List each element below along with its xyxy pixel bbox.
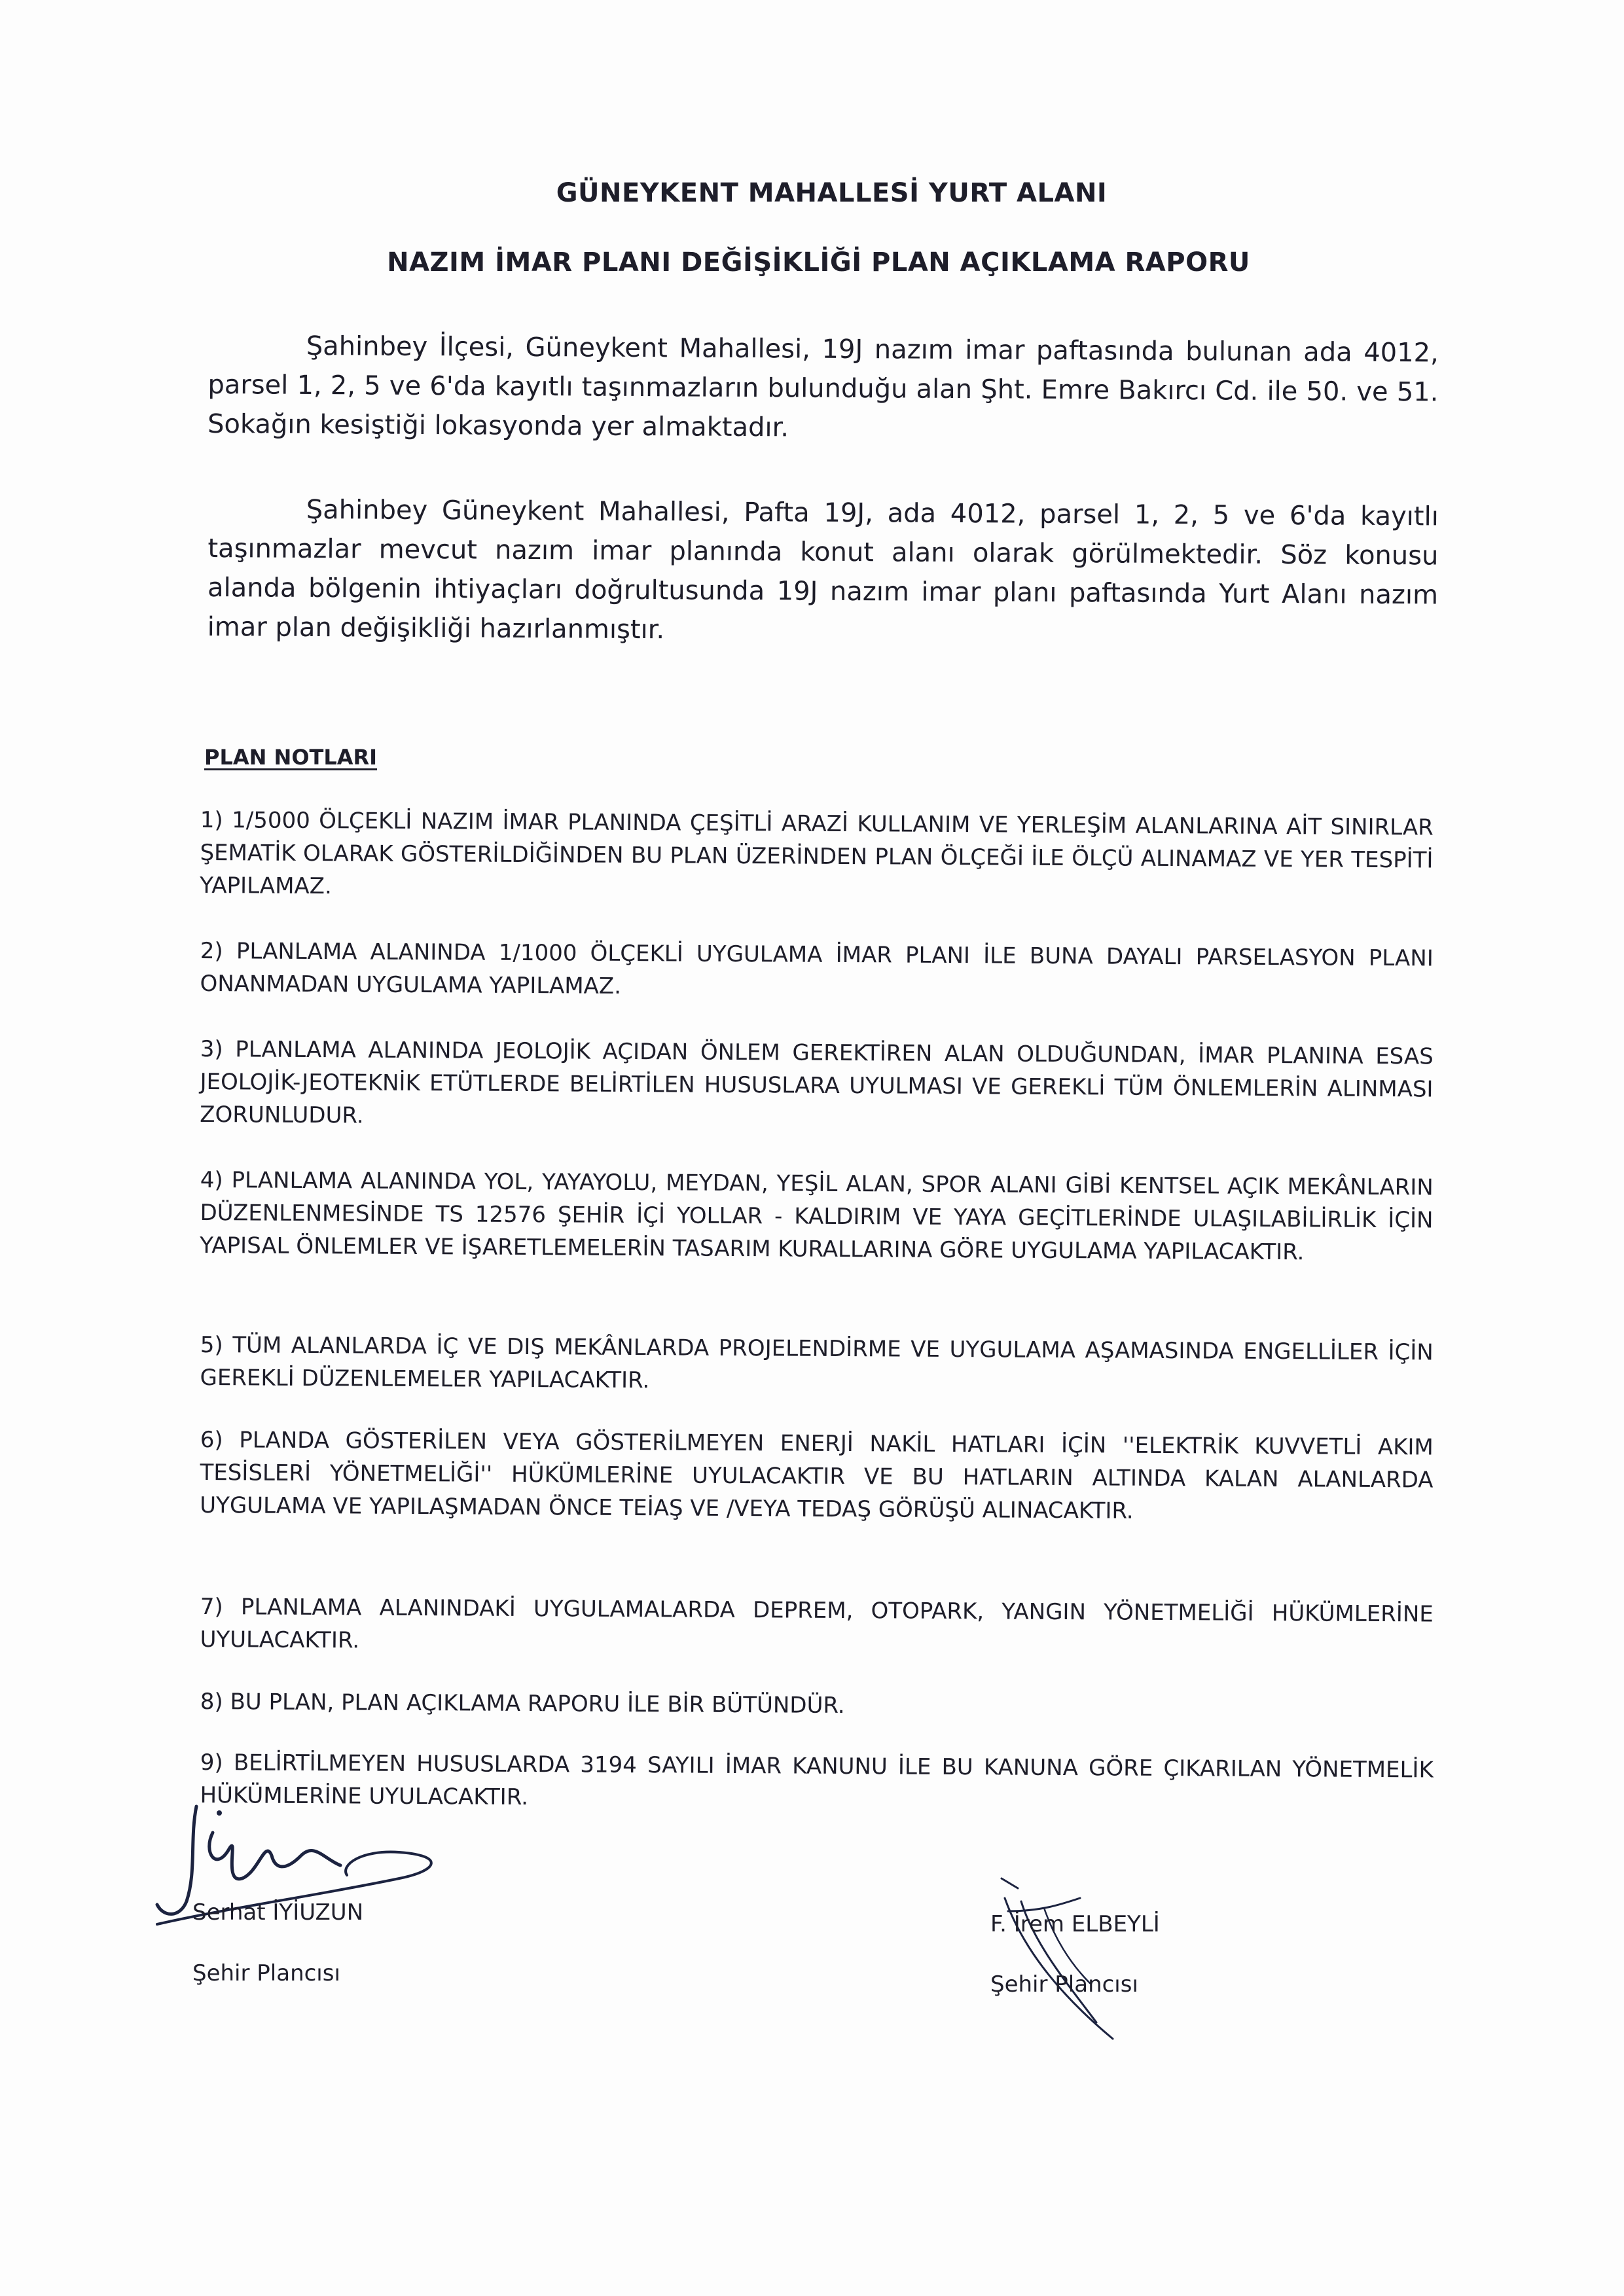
signatory-left-title: Şehir Plancısı	[192, 1960, 340, 1986]
plan-note-8: 8) BU PLAN, PLAN AÇIKLAMA RAPORU İLE BİR BÜTÜNDÜR.	[200, 1689, 845, 1719]
plan-note-3: 3) PLANLAMA ALANINDA JEOLOJİK AÇIDAN ÖNLEM GEREKTİREN ALAN OLDUĞUNDAN, İMAR PLANINA ESAS JEOLOJİK-JEOTEKNİK ETÜTLERDE BELİRTİLEN HUSUSLARA UYULMASI VE GEREKLİ TÜM ÖNLEMLERİN ALINMASI ZORUNLUDUR.	[200, 1035, 1434, 1129]
plan-notes-heading: PLAN NOTLARI	[204, 745, 378, 770]
intro-paragraph-location: Şahinbey İlçesi, Güneykent Mahallesi, 19J nazım imar paftasında bulunan ada 4012, parsel 1, 2, 5 ve 6'da kayıtlı taşınmazların bulunduğu alan Şht. Emre Bakırcı Cd. ile 50. ve 51. Sokağın kesiştiği lokasyonda yer almaktadır.	[207, 331, 1439, 443]
plan-note-4: 4) PLANLAMA ALANINDA YOL, YAYAYOLU, MEYDAN, YEŞİL ALAN, SPOR ALANI GİBİ KENTSEL AÇIK MEKÂNLARIN DÜZENLENMESİNDE TS 12576 ŞEHİR İÇİ YOLLAR - KALDIRIM VE YAYA GEÇİTLERİNDE ULAŞILABİLİRLİK İÇİN YAPISAL ÖNLEMLER VE İŞARETLEMELERİN TASARIM KURALLARINA GÖRE UYGULAMA YAPILACAKTIR.	[200, 1166, 1434, 1266]
plan-note-2: 2) PLANLAMA ALANINDA 1/1000 ÖLÇEKLİ UYGULAMA İMAR PLANI İLE BUNA DAYALI PARSELASYON PLANI ONANMADAN UYGULAMA YAPILAMAZ.	[200, 937, 1434, 999]
handwritten-signature-right	[982, 1872, 1178, 2042]
intro-paragraph-purpose: Şahinbey Güneykent Mahallesi, Pafta 19J, ada 4012, parsel 1, 2, 5 ve 6'da kayıtlı taşınmazlar mevcut nazım imar planında konut alanı olarak görülmektedir. Söz konusu alanda bölgenin ihtiyaçları doğrultusunda 19J nazım imar planı paftasında Yurt Alanı nazım imar plan değişikliği hazırlanmıştır.	[207, 494, 1439, 645]
plan-note-6: 6) PLANDA GÖSTERİLEN VEYA GÖSTERİLMEYEN ENERJİ NAKİL HATLARI İÇİN ''ELEKTRİK KUVVETLİ AKIM TESİSLERİ YÖNETMELİĞİ'' HÜKÜMLERİNE UYULACAKTIR VE BU HATLARIN ALTINDA KALAN ALANLARDA UYGULAMA VE YAPILAŞMADAN ÖNCE TEİAŞ VE /VEYA TEDAŞ GÖRÜŞÜ ALINACAKTIR.	[200, 1427, 1434, 1524]
document-title-line2: NAZIM İMAR PLANI DEĞİŞİKLİĞİ PLAN AÇIKLAMA RAPORU	[387, 247, 1250, 278]
signatory-left-name: Serhat İYİUZUN	[192, 1899, 364, 1926]
signatory-right-title: Şehir Plancısı	[990, 1971, 1138, 1998]
plan-note-7: 7) PLANLAMA ALANINDAKİ UYGULAMALARDA DEPREM, OTOPARK, YANGIN YÖNETMELİĞİ HÜKÜMLERİNE UYULACAKTIR.	[200, 1594, 1434, 1654]
plan-note-9: 9) BELİRTİLMEYEN HUSUSLARDA 3194 SAYILI İMAR KANUNU İLE BU KANUNA GÖRE ÇIKARILAN YÖNETMELİK HÜKÜMLERİNE UYULACAKTIR.	[200, 1749, 1434, 1811]
signatory-right-name: F. İrem ELBEYLİ	[990, 1911, 1160, 1937]
document-title-line1: GÜNEYKENT MAHALLESİ YURT ALANI	[556, 178, 1108, 208]
plan-note-5: 5) TÜM ALANLARDA İÇ VE DIŞ MEKÂNLARDA PROJELENDİRME VE UYGULAMA AŞAMASINDA ENGELLİLER İÇİN GEREKLİ DÜZENLEMELER YAPILACAKTIR.	[200, 1331, 1434, 1394]
plan-note-1: 1) 1/5000 ÖLÇEKLİ NAZIM İMAR PLANINDA ÇEŞİTLİ ARAZİ KULLANIM VE YERLEŞİM ALANLARINA AİT SINIRLAR ŞEMATİK OLARAK GÖSTERİLDİĞİNDEN BU PLAN ÜZERİNDEN PLAN ÖLÇEĞİ İLE ÖLÇÜ ALINAMAZ VE YER TESPİTİ YAPILAMAZ.	[200, 806, 1434, 900]
